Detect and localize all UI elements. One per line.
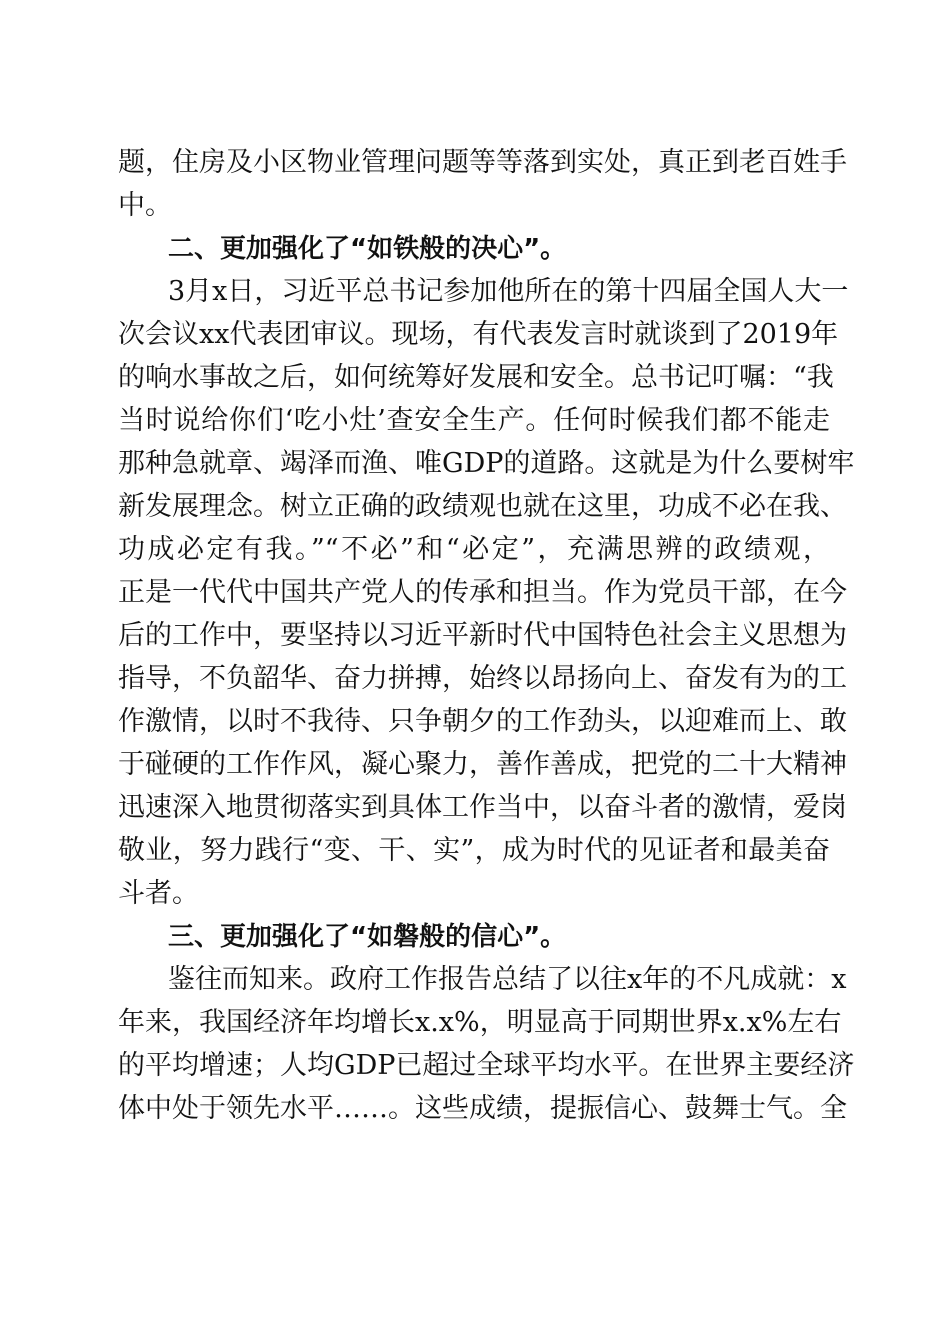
section-2-line-13: 迅速深入地贯彻落实到具体工作当中，以奋斗者的激情，爱岗 <box>118 792 847 823</box>
section-3-line-4: 体中处于领先水平……。这些成绩，提振信心、鼓舞士气。全 <box>118 1093 847 1124</box>
section-2-line-1: 3月x日，习近平总书记参加他所在的第十四届全国人大一 <box>168 276 849 307</box>
intro-line-2: 中。 <box>118 190 172 221</box>
section-2-line-11: 作激情，以时不我待、只争朝夕的工作劲头，以迎难而上、敢 <box>118 706 847 737</box>
section-2-line-10: 指导，不负韶华、奋力拼搏，始终以昂扬向上、奋发有为的工 <box>118 663 847 694</box>
section-3-heading: 三、更加强化了“如磐般的信心”。 <box>168 922 567 952</box>
section-2-line-8: 正是一代代中国共产党人的传承和担当。作为党员干部，在今 <box>118 577 847 608</box>
intro-line-1: 题，住房及小区物业管理问题等等落到实处，真正到老百姓手 <box>118 147 847 178</box>
section-2-line-9: 后的工作中，要坚持以习近平新时代中国特色社会主义思想为 <box>118 620 847 651</box>
section-2-line-2: 次会议xx代表团审议。现场，有代表发言时就谈到了2019年 <box>118 319 839 350</box>
section-2-line-15: 斗者。 <box>118 878 199 909</box>
section-2-line-5: 那种急就章、竭泽而渔、唯GDP的道路。这就是为什么要树牢 <box>118 448 855 479</box>
section-2-line-3: 的响水事故之后，如何统筹好发展和安全。总书记叮嘱：“我 <box>118 362 834 393</box>
section-2-line-14: 敬业，努力践行“变、干、实”，成为时代的见证者和最美奋 <box>118 835 830 866</box>
section-2-line-12: 于碰硬的工作作风，凝心聚力，善作善成，把党的二十大精神 <box>118 749 847 780</box>
section-3-line-2: 年来，我国经济年均增长x.x%，明显高于同期世界x.x%左右 <box>118 1007 842 1038</box>
section-2-line-6: 新发展理念。树立正确的政绩观也就在这里，功成不必在我、 <box>118 491 847 522</box>
section-2-line-7: 功成必定有我。”“不必”和“必定”，充满思辨的政绩观， <box>118 534 830 565</box>
section-2-line-4: 当时说给你们‘吃小灶’查安全生产。任何时候我们都不能走 <box>118 405 830 436</box>
section-3-line-1: 鉴往而知来。政府工作报告总结了以往x年的不凡成就：x <box>168 964 847 995</box>
section-3-line-3: 的平均增速；人均GDP已超过全球平均水平。在世界主要经济 <box>118 1050 855 1081</box>
section-2-heading: 二、更加强化了“如铁般的决心”。 <box>168 234 567 264</box>
